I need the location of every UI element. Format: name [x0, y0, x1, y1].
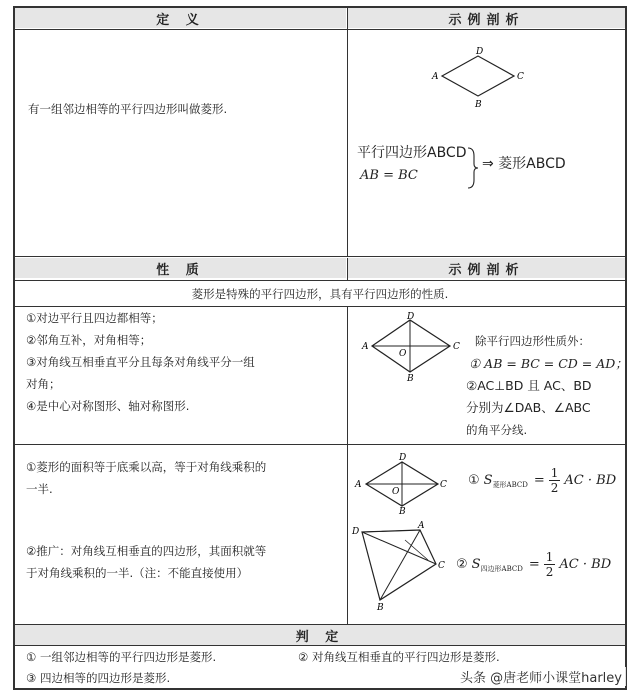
svg-text:A: A — [362, 342, 369, 352]
property-1: ①对边平行且四边都相等； — [26, 311, 163, 325]
svg-text:B: B — [399, 507, 406, 516]
example-line-3: 分别为∠DAB、∠ABC — [466, 400, 591, 415]
judgement-2: ② 对角线互相垂直的平行四边形是菱形. — [298, 650, 500, 664]
svg-text:C: C — [453, 342, 460, 352]
vertex-label: C — [517, 72, 524, 82]
example-line-1: ① AB = BC = CD = AD； — [469, 356, 628, 371]
property-2: ②邻角互补，对角相等； — [26, 333, 152, 347]
area-text-2a: ②推广：对角线互相垂直的四边形，其面积就等 — [26, 544, 267, 558]
svg-text:C: C — [440, 480, 447, 490]
result: ⇒ 菱形ABCD — [482, 156, 566, 172]
definition-text: 有一组邻边相等的平行四边形叫做菱形. — [28, 102, 228, 116]
svg-text:O: O — [399, 349, 407, 359]
condition-2: AB = BC — [360, 168, 418, 183]
divider — [13, 444, 627, 445]
judgement-1: ① 一组邻边相等的平行四边形是菱形. — [26, 650, 217, 664]
svg-text:B: B — [407, 374, 414, 382]
svg-text:C: C — [438, 561, 445, 571]
divider — [13, 29, 627, 30]
area-formula-2: ② S 四边形ABCD = $\frac{1}{2}$ AC · BD — [456, 549, 612, 579]
area-text-2b: 于对角线乘积的一半.（注：不能直接使用） — [26, 566, 249, 580]
column-divider — [347, 258, 348, 280]
quadrilateral-diagram — [350, 520, 450, 612]
area-text-1a: ①菱形的面积等于底乘以高，等于对角线乘积的 — [26, 460, 267, 474]
vertex-label: B — [475, 100, 482, 110]
header-definition: 定 义 — [15, 8, 346, 28]
judgement-3: ③ 四边相等的四边形是菱形. — [26, 671, 171, 685]
condition-1: 平行四边形ABCD — [357, 145, 467, 161]
property-3: ③对角线互相垂直平分且每条对角线平分一组 — [26, 355, 255, 369]
svg-text:B: B — [377, 603, 384, 612]
brace-icon — [466, 146, 480, 190]
property-intro: 菱形是特殊的平行四边形，具有平行四边形的性质. — [191, 287, 449, 301]
rhombus-diagram — [420, 44, 530, 112]
area-text-1b: 一半. — [26, 482, 53, 496]
svg-text:D: D — [407, 312, 415, 322]
example-line-2: ②AC⊥BD 且 AC、BD — [466, 378, 592, 393]
property-4: ④是中心对称图形、轴对称图形. — [26, 399, 190, 413]
rhombus-diagonals-diagram — [358, 312, 468, 382]
column-divider — [347, 8, 348, 256]
vertex-label: D — [476, 47, 484, 57]
svg-text:D: D — [352, 527, 360, 537]
svg-text:D: D — [399, 453, 407, 463]
divider — [13, 256, 627, 257]
vertex-label: A — [432, 72, 439, 82]
header-judgement: 判 定 — [15, 625, 625, 645]
rhombus-area-diagram — [352, 450, 452, 516]
svg-text:A: A — [355, 480, 362, 490]
divider — [13, 280, 627, 281]
property-3-cont: 对角； — [26, 377, 61, 391]
header-example-2: 示例剖析 — [348, 258, 625, 278]
example-line-4: 的角平分线. — [466, 423, 528, 437]
area-formula-1: ① S 菱形ABCD = $\frac{1}{2}$ AC · BD — [468, 465, 617, 495]
svg-text:O: O — [392, 487, 400, 497]
example-title: 除平行四边形性质外： — [475, 334, 590, 348]
watermark: 头条 @唐老师小课堂harley — [456, 667, 626, 686]
header-property: 性 质 — [15, 258, 346, 278]
svg-text:A: A — [418, 521, 425, 531]
header-example-1: 示例剖析 — [348, 8, 625, 28]
column-divider — [347, 306, 348, 638]
